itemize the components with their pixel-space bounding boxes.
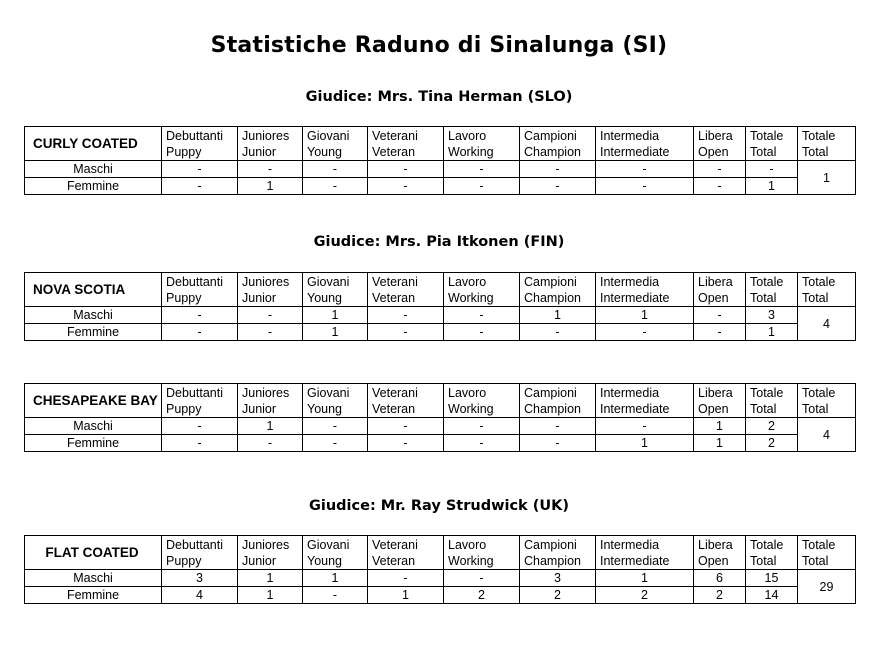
- count-cell: -: [162, 178, 238, 195]
- female-row: [25, 435, 856, 452]
- column-header-en: Working: [448, 402, 494, 416]
- column-header-en: Champion: [524, 145, 581, 159]
- count-cell: -: [694, 178, 746, 195]
- count-cell: -: [162, 324, 238, 341]
- column-header-en: Total: [802, 291, 829, 305]
- column-header: [596, 273, 694, 307]
- column-header-it: Lavoro: [448, 386, 487, 400]
- column-header-en: Champion: [524, 291, 581, 305]
- count-cell: 3: [520, 570, 596, 587]
- column-header-it: Totale: [750, 129, 784, 143]
- count-cell: 1: [596, 307, 694, 324]
- column-header: [238, 127, 303, 161]
- column-header-it: Campioni: [524, 386, 577, 400]
- count-cell: 1: [303, 570, 368, 587]
- column-header-it: Giovani: [307, 538, 350, 552]
- count-cell: 1: [368, 587, 444, 604]
- column-header-en: Veteran: [372, 145, 416, 159]
- column-header-it: Totale: [750, 275, 784, 289]
- count-cell: 2: [746, 435, 798, 452]
- column-header: [746, 127, 798, 161]
- male-row: [25, 307, 856, 324]
- count-cell: 1: [303, 307, 368, 324]
- count-cell: -: [444, 161, 520, 178]
- column-header: [368, 273, 444, 307]
- grand-total-cell: 4: [798, 418, 856, 452]
- column-header-it: Juniores: [242, 386, 290, 400]
- column-header-it: Totale: [750, 538, 784, 552]
- column-header-en: Total: [802, 402, 829, 416]
- column-header-it: Juniores: [242, 275, 290, 289]
- count-cell: 3: [162, 570, 238, 587]
- column-header-en: Open: [698, 291, 729, 305]
- column-header: [798, 536, 856, 570]
- count-cell: -: [303, 161, 368, 178]
- count-cell: -: [368, 161, 444, 178]
- sex-label: Maschi: [25, 307, 162, 324]
- column-header-it: Juniores: [242, 538, 290, 552]
- column-header: [238, 384, 303, 418]
- column-header: [162, 384, 238, 418]
- column-header-it: Lavoro: [448, 538, 487, 552]
- column-header-it: Juniores: [242, 129, 290, 143]
- column-header: [694, 273, 746, 307]
- breed-name: FLAT COATED: [25, 536, 162, 570]
- count-cell: -: [368, 324, 444, 341]
- column-header-en: Working: [448, 291, 494, 305]
- female-row: [25, 324, 856, 341]
- column-header-en: Working: [448, 554, 494, 568]
- grand-total-cell: 4: [798, 307, 856, 341]
- count-cell: -: [596, 178, 694, 195]
- count-cell: -: [444, 570, 520, 587]
- column-header-it: Libera: [698, 129, 733, 143]
- column-header-en: Junior: [242, 145, 277, 159]
- sex-label: Femmine: [25, 435, 162, 452]
- column-header: [798, 127, 856, 161]
- count-cell: 15: [746, 570, 798, 587]
- count-cell: -: [303, 435, 368, 452]
- column-header: [798, 273, 856, 307]
- count-cell: -: [162, 435, 238, 452]
- column-header: [444, 273, 520, 307]
- count-cell: 3: [746, 307, 798, 324]
- column-header: [746, 384, 798, 418]
- count-cell: -: [520, 435, 596, 452]
- count-cell: -: [596, 324, 694, 341]
- column-header-it: Intermedia: [600, 386, 660, 400]
- count-cell: 1: [746, 324, 798, 341]
- column-header-en: Junior: [242, 291, 277, 305]
- breed-table-chesapeake-bay: [24, 383, 856, 452]
- breed-name: CHESAPEAKE BAY: [25, 384, 162, 418]
- count-cell: -: [368, 307, 444, 324]
- column-header: [368, 536, 444, 570]
- count-cell: 4: [162, 587, 238, 604]
- column-header-en: Veteran: [372, 402, 416, 416]
- sex-label: Maschi: [25, 161, 162, 178]
- column-header: [520, 384, 596, 418]
- column-header-en: Total: [802, 145, 829, 159]
- female-row: [25, 178, 856, 195]
- count-cell: 1: [303, 324, 368, 341]
- count-cell: 2: [520, 587, 596, 604]
- column-header-en: Puppy: [166, 145, 202, 159]
- column-header-en: Intermediate: [600, 291, 670, 305]
- sex-label: Maschi: [25, 418, 162, 435]
- column-header: [596, 384, 694, 418]
- column-header-it: Giovani: [307, 275, 350, 289]
- column-header-it: Lavoro: [448, 129, 487, 143]
- column-header: [746, 536, 798, 570]
- column-header-it: Totale: [802, 386, 836, 400]
- count-cell: -: [444, 418, 520, 435]
- column-header-en: Veteran: [372, 554, 416, 568]
- page-title: Statistiche Raduno di Sinalunga (SI): [210, 33, 668, 58]
- column-header-en: Champion: [524, 402, 581, 416]
- grand-total-cell: 29: [798, 570, 856, 604]
- sex-label: Femmine: [25, 178, 162, 195]
- column-header: [596, 127, 694, 161]
- count-cell: -: [746, 161, 798, 178]
- column-header-it: Campioni: [524, 538, 577, 552]
- count-cell: 2: [596, 587, 694, 604]
- column-header: [368, 127, 444, 161]
- count-cell: -: [238, 324, 303, 341]
- column-header-it: Veterani: [372, 386, 418, 400]
- count-cell: 1: [238, 570, 303, 587]
- judge-heading-3: Giudice: Mr. Ray Strudwick (UK): [308, 498, 570, 514]
- column-header-it: Totale: [802, 538, 836, 552]
- count-cell: -: [303, 587, 368, 604]
- column-header-it: Intermedia: [600, 538, 660, 552]
- count-cell: -: [520, 324, 596, 341]
- count-cell: -: [444, 307, 520, 324]
- column-header-it: Totale: [802, 129, 836, 143]
- column-header-it: Debuttanti: [166, 129, 223, 143]
- column-header-it: Libera: [698, 386, 733, 400]
- column-header: [798, 384, 856, 418]
- count-cell: 1: [694, 418, 746, 435]
- column-header-en: Young: [307, 145, 342, 159]
- count-cell: -: [162, 161, 238, 178]
- column-header-it: Veterani: [372, 129, 418, 143]
- column-header-it: Giovani: [307, 386, 350, 400]
- count-cell: 2: [444, 587, 520, 604]
- count-cell: -: [238, 161, 303, 178]
- column-header: [694, 127, 746, 161]
- column-header: [162, 273, 238, 307]
- column-header-en: Intermediate: [600, 145, 670, 159]
- column-header: [746, 273, 798, 307]
- column-header-it: Totale: [802, 275, 836, 289]
- header-row: [25, 273, 856, 307]
- male-row: [25, 161, 856, 178]
- count-cell: -: [520, 161, 596, 178]
- column-header-it: Veterani: [372, 538, 418, 552]
- count-cell: 2: [694, 587, 746, 604]
- column-header-en: Junior: [242, 554, 277, 568]
- count-cell: -: [162, 307, 238, 324]
- column-header-en: Open: [698, 554, 729, 568]
- column-header: [520, 273, 596, 307]
- column-header-en: Puppy: [166, 554, 202, 568]
- sex-label: Maschi: [25, 570, 162, 587]
- column-header-en: Total: [750, 402, 777, 416]
- column-header: [368, 384, 444, 418]
- count-cell: -: [694, 324, 746, 341]
- column-header: [303, 536, 368, 570]
- column-header-en: Intermediate: [600, 402, 670, 416]
- count-cell: 1: [238, 418, 303, 435]
- count-cell: -: [444, 324, 520, 341]
- breed-name: NOVA SCOTIA: [25, 273, 162, 307]
- header-row: [25, 536, 856, 570]
- column-header-en: Young: [307, 554, 342, 568]
- column-header-en: Junior: [242, 402, 277, 416]
- breed-table-curly-coated: [24, 126, 856, 195]
- column-header-en: Total: [750, 554, 777, 568]
- count-cell: -: [520, 178, 596, 195]
- column-header: [303, 273, 368, 307]
- count-cell: -: [444, 178, 520, 195]
- column-header: [694, 384, 746, 418]
- count-cell: 1: [694, 435, 746, 452]
- column-header: [520, 536, 596, 570]
- column-header-it: Totale: [750, 386, 784, 400]
- count-cell: 1: [746, 178, 798, 195]
- column-header-it: Lavoro: [448, 275, 487, 289]
- count-cell: 1: [238, 587, 303, 604]
- count-cell: 6: [694, 570, 746, 587]
- count-cell: 1: [238, 178, 303, 195]
- column-header-en: Intermediate: [600, 554, 670, 568]
- column-header: [303, 384, 368, 418]
- count-cell: -: [303, 178, 368, 195]
- column-header: [162, 536, 238, 570]
- count-cell: -: [596, 161, 694, 178]
- column-header-en: Open: [698, 145, 729, 159]
- judge-heading-2: Giudice: Mrs. Pia Itkonen (FIN): [313, 234, 565, 250]
- column-header-en: Young: [307, 402, 342, 416]
- breed-table-nova-scotia: [24, 272, 856, 341]
- male-row: [25, 570, 856, 587]
- header-row: [25, 127, 856, 161]
- column-header: [303, 127, 368, 161]
- count-cell: 1: [596, 435, 694, 452]
- column-header: [444, 384, 520, 418]
- column-header-it: Giovani: [307, 129, 350, 143]
- column-header-en: Working: [448, 145, 494, 159]
- column-header-en: Puppy: [166, 291, 202, 305]
- grand-total-cell: 1: [798, 161, 856, 195]
- column-header-it: Intermedia: [600, 129, 660, 143]
- column-header: [238, 536, 303, 570]
- column-header: [520, 127, 596, 161]
- column-header: [238, 273, 303, 307]
- column-header-en: Open: [698, 402, 729, 416]
- column-header-it: Campioni: [524, 275, 577, 289]
- count-cell: -: [694, 161, 746, 178]
- column-header-en: Puppy: [166, 402, 202, 416]
- header-row: [25, 384, 856, 418]
- count-cell: 2: [746, 418, 798, 435]
- column-header-it: Intermedia: [600, 275, 660, 289]
- count-cell: 1: [596, 570, 694, 587]
- column-header-en: Champion: [524, 554, 581, 568]
- column-header: [162, 127, 238, 161]
- column-header: [694, 536, 746, 570]
- count-cell: -: [368, 418, 444, 435]
- column-header-it: Libera: [698, 538, 733, 552]
- judge-heading-1: Giudice: Mrs. Tina Herman (SLO): [305, 89, 573, 105]
- breed-table-flat-coated: [24, 535, 856, 604]
- column-header-it: Libera: [698, 275, 733, 289]
- count-cell: -: [694, 307, 746, 324]
- column-header-en: Veteran: [372, 291, 416, 305]
- count-cell: -: [368, 178, 444, 195]
- count-cell: -: [238, 435, 303, 452]
- count-cell: 14: [746, 587, 798, 604]
- female-row: [25, 587, 856, 604]
- count-cell: -: [162, 418, 238, 435]
- count-cell: -: [520, 418, 596, 435]
- column-header-it: Debuttanti: [166, 386, 223, 400]
- male-row: [25, 418, 856, 435]
- sex-label: Femmine: [25, 324, 162, 341]
- column-header-it: Campioni: [524, 129, 577, 143]
- count-cell: -: [303, 418, 368, 435]
- count-cell: -: [596, 418, 694, 435]
- count-cell: -: [368, 435, 444, 452]
- breed-name: CURLY COATED: [25, 127, 162, 161]
- column-header: [596, 536, 694, 570]
- sex-label: Femmine: [25, 587, 162, 604]
- column-header-it: Debuttanti: [166, 275, 223, 289]
- count-cell: 1: [520, 307, 596, 324]
- column-header: [444, 536, 520, 570]
- count-cell: -: [444, 435, 520, 452]
- count-cell: -: [238, 307, 303, 324]
- column-header-en: Total: [750, 291, 777, 305]
- column-header-en: Young: [307, 291, 342, 305]
- column-header-it: Veterani: [372, 275, 418, 289]
- count-cell: -: [368, 570, 444, 587]
- column-header-it: Debuttanti: [166, 538, 223, 552]
- column-header: [444, 127, 520, 161]
- column-header-en: Total: [750, 145, 777, 159]
- column-header-en: Total: [802, 554, 829, 568]
